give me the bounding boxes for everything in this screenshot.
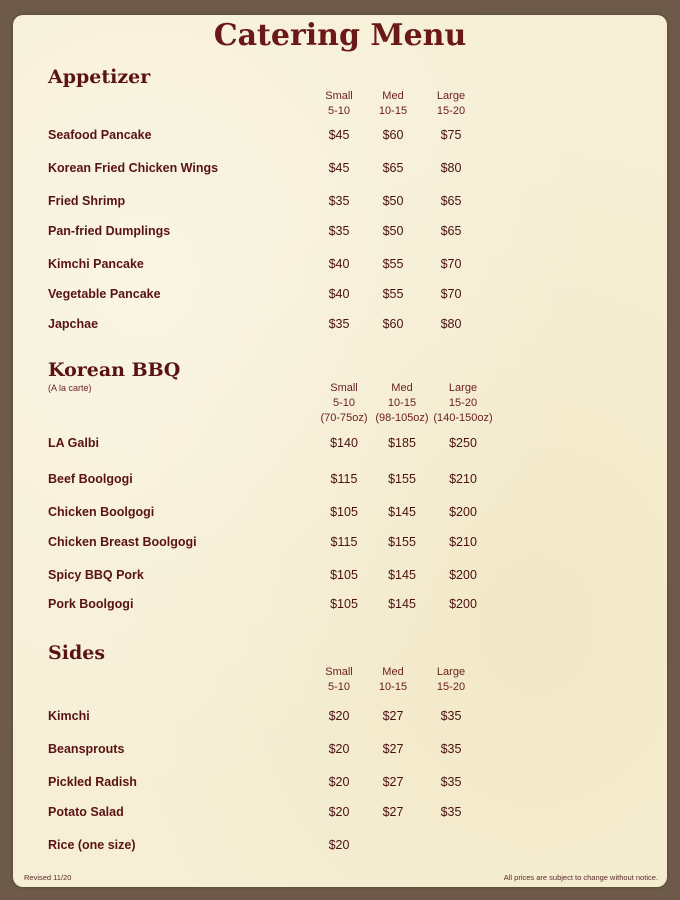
a-la-carte-note: (A la carte) xyxy=(48,383,92,393)
menu-item-name: Potato Salad xyxy=(48,805,124,819)
price-small: $45 xyxy=(328,161,350,175)
column-weight-label: (98-105oz) xyxy=(375,412,429,424)
column-count-label: 5-10 xyxy=(327,681,351,693)
column-weight-label: (140-150oz) xyxy=(433,412,493,424)
column-size-label: Small xyxy=(325,666,353,678)
price-med: $60 xyxy=(382,317,404,331)
price-small: $105 xyxy=(330,597,358,611)
price-small: $140 xyxy=(330,436,358,450)
column-header-large xyxy=(416,665,486,695)
price-med: $145 xyxy=(388,505,416,519)
price-large: $65 xyxy=(440,224,462,238)
menu-item-name: Vegetable Pancake xyxy=(48,287,161,301)
price-med: $27 xyxy=(382,709,404,723)
price-large: $210 xyxy=(449,472,477,486)
page-title: Catering Menu xyxy=(213,18,467,53)
price-large: $35 xyxy=(440,742,462,756)
section-title-korean-bbq: Korean BBQ xyxy=(48,359,181,381)
price-large: $35 xyxy=(440,775,462,789)
price-med: $145 xyxy=(388,597,416,611)
section-title-appetizer: Appetizer xyxy=(48,66,151,88)
price-one-size: $20 xyxy=(328,838,350,852)
price-small: $35 xyxy=(328,317,350,331)
price-small: $45 xyxy=(328,128,350,142)
price-med: $50 xyxy=(382,224,404,238)
price-large: $80 xyxy=(440,317,462,331)
column-size-label: Med xyxy=(382,90,404,102)
column-size-label: Large xyxy=(436,666,466,678)
price-large: $35 xyxy=(440,805,462,819)
menu-item-name: Spicy BBQ Pork xyxy=(48,568,144,582)
price-small: $20 xyxy=(328,709,350,723)
column-header-large xyxy=(428,381,498,426)
column-header-large xyxy=(416,89,486,119)
menu-item-name: Fried Shrimp xyxy=(48,194,126,208)
price-small: $35 xyxy=(328,224,350,238)
column-header-med xyxy=(367,381,437,426)
price-small: $40 xyxy=(328,257,350,271)
column-count-label: 10-15 xyxy=(378,681,408,693)
column-weight-label: (70-75oz) xyxy=(320,412,368,424)
menu-item-name: Pork Boolgogi xyxy=(48,597,134,611)
column-count-label: 15-20 xyxy=(436,681,466,693)
menu-item-name: Kimchi Pancake xyxy=(48,257,144,271)
price-small: $115 xyxy=(330,535,358,549)
column-size-label: Large xyxy=(448,382,478,394)
price-med: $27 xyxy=(382,805,404,819)
column-size-label: Med xyxy=(382,666,404,678)
price-small: $105 xyxy=(330,568,358,582)
price-med: $55 xyxy=(382,287,404,301)
column-size-label: Med xyxy=(391,382,413,394)
column-count-label: 5-10 xyxy=(327,105,351,117)
price-large: $250 xyxy=(449,436,477,450)
revised-date: Revised 11/20 xyxy=(24,873,72,882)
price-large: $210 xyxy=(449,535,477,549)
menu-item-name: Beansprouts xyxy=(48,742,125,756)
price-med: $155 xyxy=(388,472,416,486)
price-small: $105 xyxy=(330,505,358,519)
menu-item-name: Beef Boolgogi xyxy=(48,472,133,486)
price-med: $50 xyxy=(382,194,404,208)
column-count-label: 10-15 xyxy=(378,105,408,117)
price-large: $200 xyxy=(449,597,477,611)
column-size-label: Large xyxy=(436,90,466,102)
price-med: $65 xyxy=(382,161,404,175)
price-small: $35 xyxy=(328,194,350,208)
price-large: $65 xyxy=(440,194,462,208)
price-med: $145 xyxy=(388,568,416,582)
section-title-sides: Sides xyxy=(48,642,106,664)
price-med: $60 xyxy=(382,128,404,142)
menu-item-name: Seafood Pancake xyxy=(48,128,152,142)
price-small: $20 xyxy=(328,805,350,819)
menu-item-name: Korean Fried Chicken Wings xyxy=(48,161,219,175)
price-large: $75 xyxy=(440,128,462,142)
price-small: $115 xyxy=(330,472,358,486)
price-large: $200 xyxy=(449,505,477,519)
menu-item-name: Japchae xyxy=(48,317,99,331)
price-small: $40 xyxy=(328,287,350,301)
column-count-label: 15-20 xyxy=(436,105,466,117)
column-count-label: 15-20 xyxy=(448,397,478,409)
menu-item-name: LA Galbi xyxy=(48,436,99,450)
menu-card xyxy=(13,15,667,887)
column-size-label: Small xyxy=(330,382,358,394)
price-med: $27 xyxy=(382,742,404,756)
column-size-label: Small xyxy=(325,90,353,102)
price-large: $200 xyxy=(449,568,477,582)
menu-item-name: Rice (one size) xyxy=(48,838,136,852)
price-small: $20 xyxy=(328,775,350,789)
menu-item-name: Kimchi xyxy=(48,709,90,723)
price-large: $35 xyxy=(440,709,462,723)
menu-item-name: Pickled Radish xyxy=(48,775,137,789)
column-count-label: 5-10 xyxy=(332,397,356,409)
price-large: $70 xyxy=(440,257,462,271)
price-med: $155 xyxy=(388,535,416,549)
price-med: $27 xyxy=(382,775,404,789)
menu-item-name: Chicken Breast Boolgogi xyxy=(48,535,197,549)
price-med: $55 xyxy=(382,257,404,271)
column-count-label: 10-15 xyxy=(387,397,417,409)
price-large: $80 xyxy=(440,161,462,175)
price-large: $70 xyxy=(440,287,462,301)
menu-item-name: Chicken Boolgogi xyxy=(48,505,155,519)
menu-item-name: Pan-fried Dumplings xyxy=(48,224,171,238)
price-notice: All prices are subject to change without notice. xyxy=(503,873,658,882)
price-small: $20 xyxy=(328,742,350,756)
price-med: $185 xyxy=(388,436,416,450)
